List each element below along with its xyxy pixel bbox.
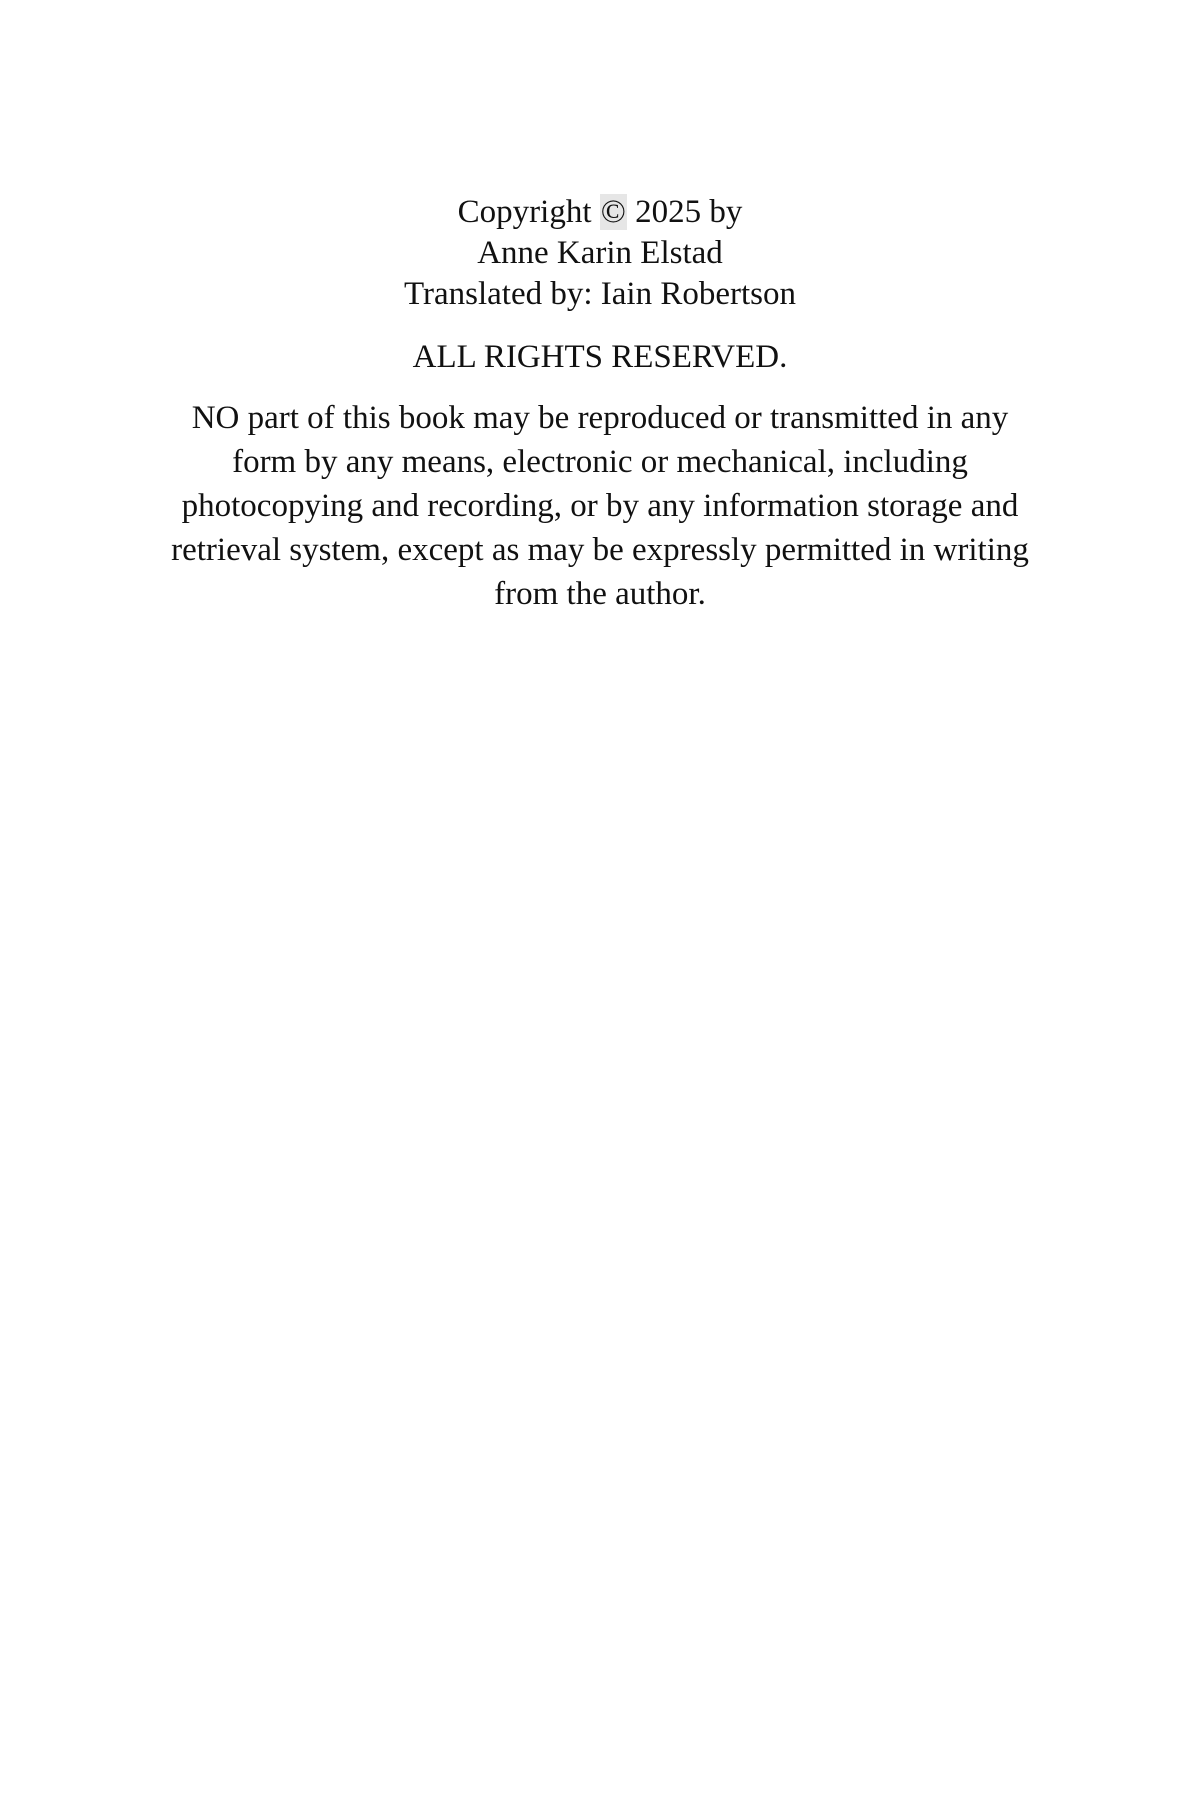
author-name: Anne Karin Elstad xyxy=(477,235,723,271)
copyright-content xyxy=(0,192,1200,616)
copyright-notice: NO part of this book may be reproduced or transmitted in any form by any means, electronic or mechanical, including photocopying and recording, or by any information storage and retrieval system, except as may be expressly permitted in writing from the author. xyxy=(171,400,1029,612)
translator-credit: Translated by: Iain Robertson xyxy=(404,276,796,312)
copyright-line xyxy=(0,192,1200,233)
copyright-block xyxy=(0,192,1200,315)
rights-reserved: ALL RIGHTS RESERVED. xyxy=(412,339,788,375)
copyright-prefix: Copyright xyxy=(457,194,600,230)
copyright-symbol: © xyxy=(600,194,626,230)
copyright-suffix: 2025 by xyxy=(626,194,743,230)
